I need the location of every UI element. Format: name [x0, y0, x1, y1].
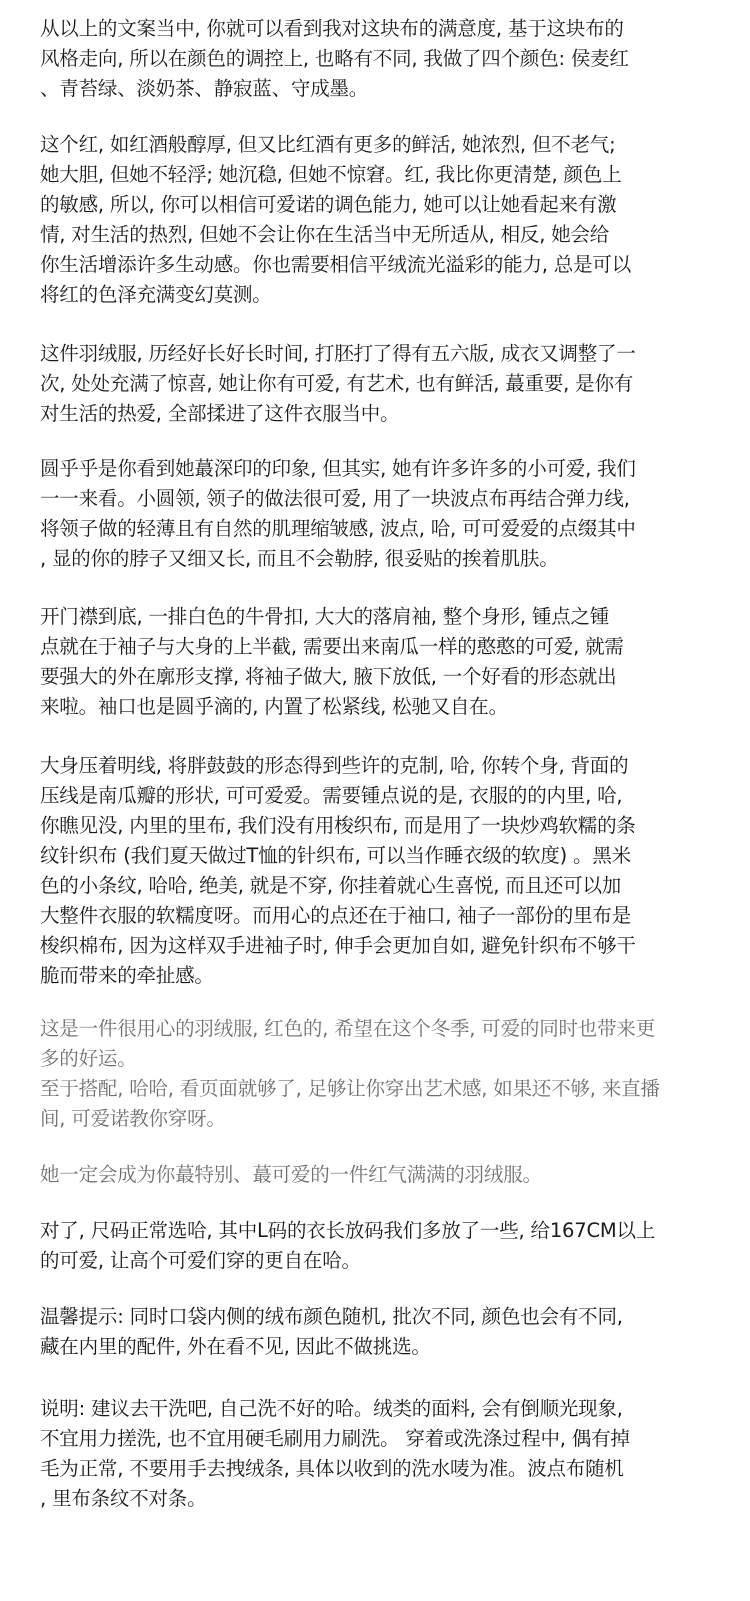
text-line: 你瞧见没, 内里的里布, 我们没有用梭织布, 而是用了一块炒鸡软糯的条: [40, 814, 636, 837]
text-line: , 里布条纹不对条。: [40, 1487, 207, 1510]
paragraph-size-note: [40, 1216, 720, 1276]
text-line: 一一来看。小圆领, 领子的做法很可爱, 用了一块波点布再结合弹力线,: [40, 487, 630, 510]
paragraph-warm-tip: [40, 1302, 720, 1362]
text-line: 对生活的热爱, 全部揉进了这件衣服当中。: [40, 402, 400, 425]
text-line: 压线是南瓜瓣的形状, 可可爱爱。需要锺点说的是, 衣服的的内里, 哈,: [40, 784, 623, 807]
text-line: 多的好运。: [40, 1047, 137, 1070]
text-line: 这个红, 如红酒般醇厚, 但又比红酒有更多的鲜活, 她浓烈, 但不老气;: [40, 133, 616, 156]
text-line: 要强大的外在廓形支撑, 将袖子做大, 腋下放低, 一个好看的形态就出: [40, 665, 617, 688]
paragraph-lining-details: [40, 751, 720, 991]
text-line: 这件羽绒服, 历经好长好长时间, 打胚打了得有五六版, 成衣又调整了一: [40, 342, 636, 365]
text-line: 、青苔绿、淡奶茶、静寂蓝、守成墨。: [40, 77, 369, 100]
text-line: 将领子做的轻薄且有自然的肌理缩皱感, 波点, 哈, 可可爱爱的点缀其中: [40, 517, 636, 540]
text-line: 不宜用力搓洗, 也不宜用硬毛刷用力刷洗。 穿着或洗涤过程中, 偶有掉: [40, 1427, 630, 1450]
text-line: 她一定会成为你蕞特别、蕞可爱的一件红气满满的羽绒服。: [40, 1163, 542, 1186]
text-line: 毛为正常, 不要用手去拽绒条, 具体以收到的洗水唛为准。波点布随机: [40, 1457, 624, 1480]
text-line: 从以上的文案当中, 你就可以看到我对这块布的满意度, 基于这块布的: [40, 17, 624, 40]
paragraph-closing-line: [40, 1160, 720, 1190]
paragraph-collar-details: [40, 454, 720, 574]
text-line: 色的小条纹, 哈哈, 绝美, 就是不穿, 你挂着就心生喜悦, 而且还可以加: [40, 874, 622, 897]
text-line: 梭织棉布, 因为这样双手进袖子时, 伸手会更加自如, 避免针织布不够干: [40, 934, 636, 957]
text-line: 次, 处处充满了惊喜, 她让你有可爱, 有艺术, 也有鲜活, 蕞重要, 是你有: [40, 372, 634, 395]
paragraph-styling-note: [40, 1014, 720, 1134]
text-line: 风格走向, 所以在颜色的调控上, 也略有不同, 我做了四个颜色: 侯麦红: [40, 47, 629, 70]
paragraph-colors-intro: [40, 14, 720, 104]
text-line: 脆而带来的牵扯感。: [40, 964, 214, 987]
text-line: 大身压着明线, 将胖鼓鼓的形态得到些许的克制, 哈, 你转个身, 背面的: [40, 754, 629, 777]
text-line: 的可爱, 让高个可爱们穿的更自在哈。: [40, 1249, 361, 1272]
text-line: 至于搭配, 哈哈, 看页面就够了, 足够让你穿出艺术感, 如果还不够, 来直播: [40, 1077, 660, 1100]
text-line: 间, 可爱诺教你穿呀。: [40, 1107, 226, 1130]
text-line: 点就在于袖子与大身的上半截, 需要出来南瓜一样的憨憨的可爱, 就需: [40, 635, 624, 658]
text-line: 纹针织布 (我们夏天做过T恤的针织布, 可以当作睡衣级的软度) 。黑米: [40, 844, 631, 867]
text-line: 大整件衣服的软糯度呀。而用心的点还在于袖口, 袖子一部份的里布是: [40, 904, 631, 927]
text-line: 她大胆, 但她不轻浮; 她沉稳, 但她不惊窘。红, 我比你更清楚, 颜色上: [40, 163, 622, 186]
text-line: 开门襟到底, 一排白色的牛骨扣, 大大的落肩袖, 整个身形, 锺点之锺: [40, 605, 610, 628]
text-line: 情, 对生活的热烈, 但她不会让你在生活当中无所适从, 相反, 她会给: [40, 223, 610, 246]
text-line: 藏在内里的配件, 外在看不见, 因此不做挑选。: [40, 1335, 431, 1358]
text-line: , 显的你的脖子又细又长, 而且不会勒脖, 很妥贴的挨着肌肤。: [40, 547, 559, 570]
paragraph-sleeve-details: [40, 602, 720, 722]
text-line: 这是一件很用心的羽绒服, 红色的, 希望在这个冬季, 可爱的同时也带来更: [40, 1017, 655, 1040]
text-line: 你生活增添许多生动感。你也需要相信平绒流光溢彩的能力, 总是可以: [40, 253, 631, 276]
paragraph-care-instructions: [40, 1394, 720, 1514]
text-line: 说明: 建议去干洗吧, 自己洗不好的哈。绒类的面料, 会有倒顺光现象,: [40, 1397, 623, 1420]
text-line: 来啦。袖口也是圆乎滴的, 内置了松紧线, 松驰又自在。: [40, 695, 508, 718]
text-line: 将红的色泽充满变幻莫测。: [40, 283, 272, 306]
text-line: 圆乎乎是你看到她蕞深印的印象, 但其实, 她有许多许多的小可爱, 我们: [40, 457, 636, 480]
paragraph-down-jacket-process: [40, 339, 720, 429]
text-line: 的敏感, 所以, 你可以相信可爱诺的调色能力, 她可以让她看起来有激: [40, 193, 617, 216]
paragraph-red-description: [40, 130, 720, 310]
text-line: 温馨提示: 同时口袋内侧的绒布颜色随机, 批次不同, 颜色也会有不同,: [40, 1305, 623, 1328]
text-line: 对了, 尺码正常选哈, 其中L码的衣长放码我们多放了一些, 给167CM以上: [40, 1219, 656, 1242]
